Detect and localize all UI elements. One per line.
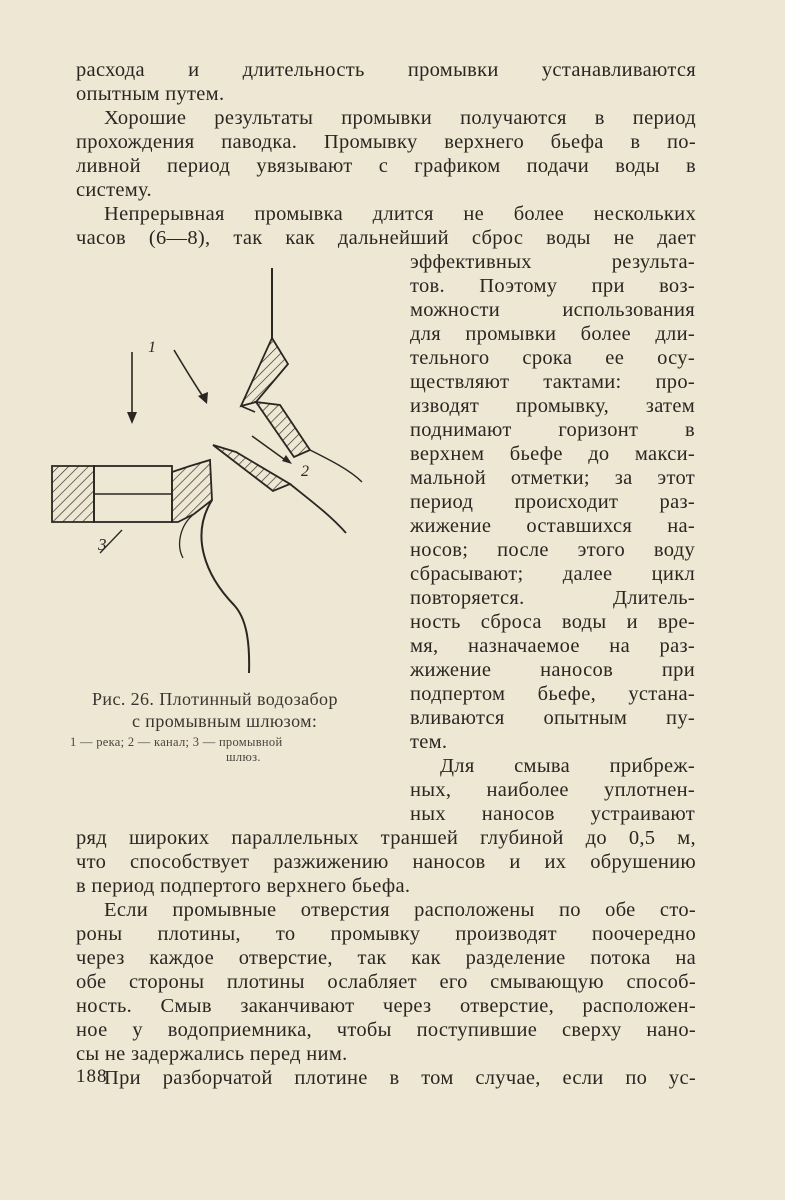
text-line: изводят промывку, затем (410, 395, 695, 417)
text-line: Для смыва прибреж- (440, 755, 695, 777)
text-line: прохождения паводка. Промывку верхнего бьефа в по- (76, 131, 696, 153)
text-line: ных, наиболее уплотнен- (410, 779, 695, 801)
text-line: ществляют тактами: про- (410, 371, 695, 393)
flow-arrowhead-diagonal (198, 392, 208, 404)
text-line: При разборчатой плотине в том случае, если по ус- (104, 1067, 696, 1089)
left-bank-block (52, 466, 94, 522)
text-line: тов. Поэтому при воз- (410, 275, 695, 297)
canal-flow-arrowhead (282, 455, 292, 464)
text-line: можности использования (410, 299, 695, 321)
text-line: подпертом бьефе, устана- (410, 683, 695, 705)
text-line: жижение наносов при (410, 659, 695, 681)
text-line: часов (6—8), так как дальнейший сброс воды не дает (76, 227, 696, 249)
text-line: мальной отметки; за этот (410, 467, 695, 489)
page-number: 188 (76, 1066, 108, 1087)
text-line: жижение оставшихся на- (410, 515, 695, 537)
canal-bank-upper-line (290, 484, 346, 533)
text-line: ность сброса воды и вре- (410, 611, 695, 633)
canal-bank-upper (241, 406, 255, 412)
dam-upper-wall (241, 338, 288, 406)
text-line: что способствует разжижению наносов и их обрушению (76, 851, 696, 873)
text-line: носов; после этого воду (410, 539, 695, 561)
text-line: для промывки более дли- (410, 323, 695, 345)
text-line: обе стороны плотины ослабляет его смывающую способ- (76, 971, 696, 993)
text-line: Хорошие результаты промывки получаются в период (104, 107, 696, 129)
text-line: Непрерывная промывка длится не более нескольких (104, 203, 696, 225)
figure-label-1: 1 (148, 339, 156, 356)
figure-label-2: 2 (301, 463, 309, 480)
text-line: систему. (76, 179, 152, 201)
text-line: ное у водоприемника, чтобы поступившие сверху нано- (76, 1019, 696, 1041)
figure-caption-title: Рис. 26. Плотинный водозабор (92, 689, 338, 709)
text-line: роны плотины, то промывку производят поочередно (76, 923, 696, 945)
text-line: опытным путем. (76, 83, 225, 105)
text-line: через каждое отверстие, так как разделение потока на (76, 947, 696, 969)
text-line: ряд широких параллельных траншей глубиной до 0,5 м, (76, 827, 696, 849)
text-line: поднимают горизонт в (410, 419, 695, 441)
text-line: ных наносов устраивают (410, 803, 695, 825)
figure-caption-subtitle: с промывным шлюзом: (132, 711, 318, 731)
text-line: вливаются опытным пу- (410, 707, 695, 729)
text-line: сбрасывают; далее цикл (410, 563, 695, 585)
canal-bank-outer (310, 450, 362, 482)
text-line: тельного срока ее осу- (410, 347, 695, 369)
text-line: повторяется. Длитель- (410, 587, 695, 609)
text-line: период происходит раз- (410, 491, 695, 513)
figure-legend: 1 — река; 2 — канал; 3 — промывной (70, 735, 283, 749)
figure-legend-continued: шлюз. (226, 750, 261, 764)
text-line: эффективных результа- (410, 251, 695, 273)
text-line: в период подпертого верхнего бьефа. (76, 875, 411, 897)
text-line: тем. (410, 731, 448, 753)
text-line: Если промывные отверстия расположены по обе сто- (104, 899, 696, 921)
text-line: расхода и длительность промывки устанавливаются (76, 59, 696, 81)
dam-upper-pier (256, 402, 310, 457)
text-line: ность. Смыв заканчивают через отверстие, расположен- (76, 995, 696, 1017)
downstream-bank (201, 500, 249, 673)
dam-canal-wall (213, 445, 290, 491)
flow-arrowhead-vertical (127, 412, 137, 424)
text-line: верхнем бьефе до макси- (410, 443, 695, 465)
text-line: сы не задержались перед ним. (76, 1043, 348, 1065)
text-line: ливной период увязывают с графиком подачи воды в (76, 155, 696, 177)
flow-arrow-diagonal (174, 350, 204, 398)
text-line: мя, назначаемое на раз- (410, 635, 695, 657)
figure-label-3: 3 (98, 535, 107, 554)
